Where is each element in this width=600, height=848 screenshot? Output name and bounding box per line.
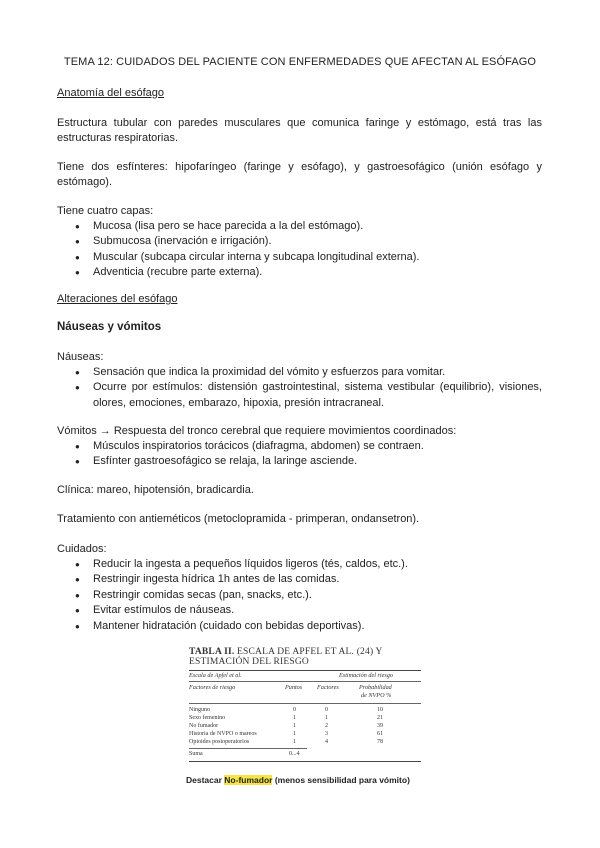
table-cell: 2	[325, 723, 328, 729]
nauseas-list	[57, 365, 542, 411]
table-col-header: Factores de riesgo	[189, 684, 236, 691]
table-rule	[189, 670, 421, 671]
table-cell: 3	[325, 731, 328, 737]
table-cell: No fumador	[189, 723, 219, 729]
table-rule	[189, 681, 421, 682]
vomitos-label: Vómitos → Respuesta del tronco cerebral que requiere movimientos coordinados:	[57, 425, 457, 437]
table-cell: 39	[377, 723, 383, 729]
section-heading-alteraciones: Alteraciones del esófago	[57, 293, 178, 305]
table-cell: 1	[293, 715, 296, 721]
paragraph-clinica: Clínica: mareo, hipotensión, bradicardia.	[57, 484, 254, 496]
table-rule	[189, 703, 421, 704]
table-cell: 78	[377, 739, 383, 745]
list-item: ● Músculos inspiratorios torácicos (diafragma, abdomen) se contraen.	[57, 439, 542, 454]
cuidados-list	[57, 557, 542, 634]
table-cell: Ninguno	[189, 707, 210, 713]
table-rule	[189, 748, 307, 749]
list-item: ● Restringir comidas secas (pan, snacks, etc.).	[57, 588, 542, 603]
table-cell: 0	[293, 707, 296, 713]
cuidados-label: Cuidados:	[57, 543, 107, 555]
list-item: ● Ocurre por estímulos: distensión gastrointestinal, sistema vestibular (equilibrio), visiones, olores, emociones, embarazo, hipoxia, presión intracraneal.	[57, 380, 542, 411]
list-item: ● Mantener hidratación (cuidado con bebidas deportivas).	[57, 619, 542, 634]
table-caption	[186, 775, 410, 785]
table-cell: 10	[377, 707, 383, 713]
table-cell: 61	[377, 731, 383, 737]
table-cell: 0	[325, 707, 328, 713]
table-group-left: Escala de Apfel et al.	[189, 672, 242, 679]
table-title	[189, 647, 421, 667]
nauseas-label: Náuseas:	[57, 351, 104, 363]
table-cell: Sexo femenino	[189, 715, 226, 721]
list-item: ● Restringir ingesta hídrica 1h antes de las comidas.	[57, 572, 542, 587]
table-rule	[189, 761, 421, 762]
table-cell: 1	[293, 739, 296, 745]
table-title-number: TABLA II.	[189, 647, 235, 657]
caption-text: Destacar	[186, 775, 225, 785]
apfel-scale-table	[189, 647, 421, 771]
list-item: ● Mucosa (lisa pero se hace parecida a la del estómago).	[57, 219, 542, 234]
paragraph-esfinteres: Tiene dos esfínteres: hipofaríngeo (faringe y esófago), y gastroesofágico (unión esófago y estómago).	[57, 161, 542, 189]
subheading-nauseas-vomitos: Náuseas y vómitos	[57, 321, 162, 333]
list-item: ● Evitar estímulos de náuseas.	[57, 603, 542, 618]
table-cell: Suma	[189, 751, 203, 757]
table-cell: 1	[293, 731, 296, 737]
caption-highlight: No-fumador	[224, 775, 273, 785]
list-item: ● Adventicia (recubre parte externa).	[57, 265, 542, 280]
caption-text: (menos sensibilidad para vómito)	[272, 775, 410, 785]
paragraph-capas: Tiene cuatro capas:	[57, 205, 154, 217]
vomitos-list	[57, 439, 542, 470]
paragraph-estructura: Estructura tubular con paredes musculares que comunica faringe y estómago, está tras las estructuras respiratorias.	[57, 117, 542, 145]
list-item: ● Reducir la ingesta a pequeños líquidos ligeros (tés, caldos, etc.).	[57, 557, 542, 572]
page-title: TEMA 12: CUIDADOS DEL PACIENTE CON ENFERMEDADES QUE AFECTAN AL ESÓFAGO	[63, 56, 537, 68]
table-cell: 0...4	[289, 751, 300, 757]
table-cell: 1	[325, 715, 328, 721]
table-cell: 1	[293, 723, 296, 729]
table-cell: 21	[377, 715, 383, 721]
table-cell: 4	[325, 739, 328, 745]
table-cell: Historia de NVPO o mareos	[189, 731, 257, 737]
section-heading-anatomia: Anatomía del esófago	[57, 87, 165, 99]
list-item: ● Submucosa (inervación e irrigación).	[57, 234, 542, 249]
paragraph-tratamiento: Tratamiento con antieméticos (metoclopramida - primperan, ondansetron).	[57, 513, 420, 525]
table-col-header: Factores	[317, 684, 339, 691]
table-col-header: Probabilidad	[359, 684, 392, 691]
list-item: ● Sensación que indica la proximidad del vómito y esfuerzos para vomitar.	[57, 365, 542, 380]
table-title-text: ESCALA DE APFEL ET AL. (24) Y ESTIMACIÓN DEL RIESGO	[189, 647, 383, 667]
table-group-right: Estimación del riesgo	[339, 672, 393, 679]
table-col-header: de NVPO %	[361, 692, 392, 699]
list-item: ● Muscular (subcapa circular interna y subcapa longitudinal externa).	[57, 250, 542, 265]
list-item: ● Esfínter gastroesofágico se relaja, la laringe asciende.	[57, 454, 542, 469]
table-col-header: Puntos	[285, 684, 303, 691]
table-cell: Opioides postoperatorios	[189, 739, 250, 745]
layers-list	[57, 219, 542, 281]
